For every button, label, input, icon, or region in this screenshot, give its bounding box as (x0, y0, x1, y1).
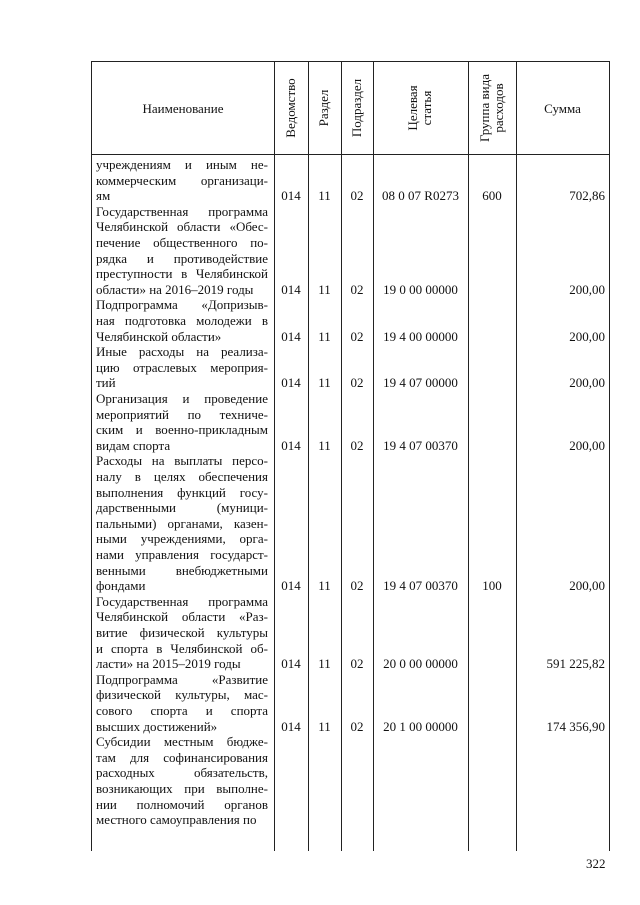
row-sec: 11 (318, 437, 331, 453)
row-name (96, 594, 268, 672)
header-expense-group (478, 74, 506, 142)
row-name (96, 204, 268, 298)
row-target: 20 1 00 00000 (383, 718, 458, 734)
header-target-line2: статья (419, 90, 434, 126)
budget-table (91, 61, 610, 851)
row-name-line: дарственными (муници- (96, 500, 268, 516)
row-target: 19 4 07 00370 (383, 437, 458, 453)
row-name-line: там для софинансирования (96, 749, 268, 765)
row-sec: 11 (318, 375, 331, 391)
row-target: 19 4 00 00000 (383, 328, 458, 344)
row-name-line: и спорта в Челябинской об- (96, 640, 268, 656)
header-group-line2: расходов (491, 83, 506, 133)
row-name-line: нами управления государст- (96, 546, 268, 562)
header-group-line1: Группа вида (477, 74, 492, 142)
row-name-line: Расходы на выплаты персо- (96, 453, 268, 469)
row-name-line: ласти» на 2015–2019 годы (96, 656, 241, 672)
row-sec: 11 (318, 188, 331, 204)
row-name-line: ными учреждениями, орга- (96, 531, 268, 547)
row-name-line: налу в целях обеспечения (96, 468, 268, 484)
row-dept: 014 (281, 375, 301, 391)
row-name-line: витие физической культуры (96, 624, 268, 640)
row-sec: 11 (318, 281, 331, 297)
header-department: Ведомство (283, 78, 298, 138)
row-name-line: Челябинской области «Раз- (96, 609, 268, 625)
row-group: 600 (482, 188, 502, 204)
header-name: Наименование (142, 100, 224, 116)
row-sub: 02 (350, 437, 364, 453)
row-sum: 200,00 (569, 437, 605, 453)
row-name-line: Челябинской области» (96, 328, 222, 344)
row-name-line: фондами (96, 578, 146, 594)
row-name-line: Субсидии местным бюдже- (96, 734, 268, 750)
header-divider (92, 154, 609, 155)
row-name-line: мероприятий по техниче- (96, 406, 268, 422)
row-name-line: Государственная программа (96, 203, 268, 219)
row-dept: 014 (281, 188, 301, 204)
row-name-line: цию отраслевых мероприя- (96, 359, 268, 375)
row-name (96, 344, 268, 391)
header-target-article (406, 85, 434, 130)
row-dept: 014 (281, 578, 301, 594)
row-name (96, 391, 268, 453)
row-sub: 02 (350, 281, 364, 297)
row-name (96, 672, 268, 734)
row-sum: 200,00 (569, 281, 605, 297)
row-name-line: возникающих при выполне- (96, 780, 268, 796)
row-name-line: Подпрограмма «Развитие (96, 671, 268, 687)
row-target: 08 0 07 R0273 (382, 188, 459, 204)
row-name-line: Челябинской области «Обес- (96, 219, 268, 235)
header-sum: Сумма (544, 100, 581, 116)
row-dept: 014 (281, 718, 301, 734)
row-name-line: выполнения функций госу- (96, 484, 268, 500)
row-sub: 02 (350, 656, 364, 672)
col-divider (468, 62, 469, 851)
row-name-line: Организация и проведение (96, 391, 268, 406)
row-sub: 02 (350, 328, 364, 344)
row-sum: 702,86 (569, 188, 605, 204)
row-name-line: пальными) органами, казен- (96, 515, 268, 531)
row-name-line: физической культуры, мас- (96, 687, 268, 703)
row-name-line: местного самоуправления по (96, 812, 257, 828)
row-name-line: тий (96, 375, 116, 391)
row-name-line: Государственная программа (96, 593, 268, 609)
row-sec: 11 (318, 718, 331, 734)
row-name-line: венными внебюджетными (96, 562, 268, 578)
row-name-line: ная подготовка молодежи в (96, 312, 268, 328)
row-name-line: коммерческим организаци- (96, 172, 268, 188)
row-dept: 014 (281, 328, 301, 344)
row-name-line: Подпрограмма «Допризыв- (96, 297, 268, 313)
row-dept: 014 (281, 656, 301, 672)
row-sub: 02 (350, 375, 364, 391)
row-name-line: сового спорта и спорта (96, 702, 268, 718)
row-sec: 11 (318, 656, 331, 672)
header-subsection: Подраздел (349, 78, 364, 138)
row-sub: 02 (350, 578, 364, 594)
row-name (96, 453, 268, 593)
row-name-line: высших достижений» (96, 718, 218, 734)
row-name-line: ям (96, 188, 111, 204)
row-group: 100 (482, 578, 502, 594)
row-sec: 11 (318, 328, 331, 344)
row-name-line: учреждениям и иным не- (96, 157, 268, 172)
row-name (96, 297, 268, 344)
row-sec: 11 (318, 578, 331, 594)
row-sum: 174 356,90 (546, 718, 605, 734)
row-target: 19 4 07 00000 (383, 375, 458, 391)
row-target: 19 4 07 00370 (383, 578, 458, 594)
row-name-line: расходных обязательств, (96, 765, 268, 781)
row-name-line: Иные расходы на реализа- (96, 344, 268, 360)
row-target: 20 0 00 00000 (383, 656, 458, 672)
page-number: 322 (586, 856, 606, 871)
row-sum: 200,00 (569, 375, 605, 391)
row-name-line: печение общественного по- (96, 234, 268, 250)
row-name (96, 157, 268, 204)
row-sum: 200,00 (569, 328, 605, 344)
row-sum: 200,00 (569, 578, 605, 594)
row-name-line: ским и военно-прикладным (96, 422, 268, 438)
header-section: Раздел (316, 89, 331, 127)
row-name-line: области» на 2016–2019 годы (96, 281, 254, 297)
row-target: 19 0 00 00000 (383, 281, 458, 297)
row-name-line: преступности в Челябинской (96, 266, 268, 282)
row-sum: 591 225,82 (546, 656, 605, 672)
row-name-line: нии полномочий органов (96, 796, 268, 812)
row-name-line: видам спорта (96, 437, 171, 453)
header-target-line1: Целевая (405, 85, 420, 131)
row-sub: 02 (350, 188, 364, 204)
row-dept: 014 (281, 281, 301, 297)
row-dept: 014 (281, 437, 301, 453)
row-sub: 02 (350, 718, 364, 734)
row-name (96, 734, 268, 828)
row-name-line: рядка и противодействие (96, 250, 268, 266)
